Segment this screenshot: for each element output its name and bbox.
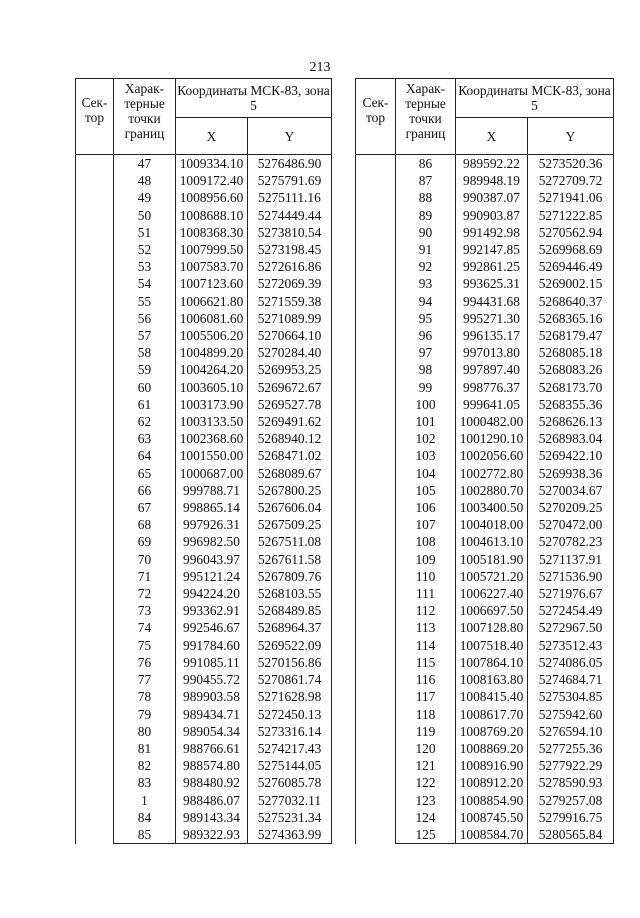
x-cell: 1008617.70	[456, 706, 528, 723]
y-cell: 5275791.69	[248, 172, 332, 189]
x-cell: 1007128.80	[456, 619, 528, 636]
table-row	[76, 551, 332, 568]
point-cell: 113	[396, 619, 456, 636]
x-cell: 990387.07	[456, 189, 528, 206]
x-cell: 1009334.10	[176, 155, 248, 173]
y-cell: 5273316.14	[248, 723, 332, 740]
y-cell: 5271137.91	[528, 551, 614, 568]
x-cell: 1006621.80	[176, 293, 248, 310]
y-cell: 5268085.18	[528, 344, 614, 361]
point-cell: 106	[396, 499, 456, 516]
table-row	[76, 671, 332, 688]
x-cell: 999788.71	[176, 482, 248, 499]
point-cell: 116	[396, 671, 456, 688]
x-cell: 996135.17	[456, 327, 528, 344]
x-cell: 1006697.50	[456, 602, 528, 619]
point-cell: 108	[396, 533, 456, 550]
point-cell: 48	[114, 172, 176, 189]
y-cell: 5274217.43	[248, 740, 332, 757]
y-cell: 5276486.90	[248, 155, 332, 173]
x-cell: 999641.05	[456, 396, 528, 413]
header-points: Харак-терные точки границ	[114, 79, 176, 155]
y-cell: 5267800.25	[248, 482, 332, 499]
point-cell: 61	[114, 396, 176, 413]
point-cell: 94	[396, 293, 456, 310]
y-cell: 5267509.25	[248, 516, 332, 533]
point-cell: 86	[396, 155, 456, 173]
table-row	[76, 568, 332, 585]
point-cell: 125	[396, 826, 456, 844]
point-cell: 115	[396, 654, 456, 671]
point-cell: 121	[396, 757, 456, 774]
point-cell: 97	[396, 344, 456, 361]
table-row	[76, 155, 332, 173]
y-cell: 5268103.55	[248, 585, 332, 602]
table-row	[76, 430, 332, 447]
x-cell: 1008854.90	[456, 792, 528, 809]
point-cell: 83	[114, 774, 176, 791]
point-cell: 75	[114, 637, 176, 654]
x-cell: 988480.92	[176, 774, 248, 791]
point-cell: 111	[396, 585, 456, 602]
y-cell: 5271536.90	[528, 568, 614, 585]
y-cell: 5278590.93	[528, 774, 614, 791]
table-row	[76, 224, 332, 241]
y-cell: 5274086.05	[528, 654, 614, 671]
y-cell: 5269968.69	[528, 241, 614, 258]
y-cell: 5270284.40	[248, 344, 332, 361]
table-row	[76, 189, 332, 206]
point-cell: 49	[114, 189, 176, 206]
point-cell: 96	[396, 327, 456, 344]
table-row	[76, 310, 332, 327]
point-cell: 73	[114, 602, 176, 619]
table-row	[76, 258, 332, 275]
y-cell: 5275304.85	[528, 688, 614, 705]
point-cell: 72	[114, 585, 176, 602]
y-cell: 5268365.16	[528, 310, 614, 327]
table-row	[76, 379, 332, 396]
y-cell: 5274449.44	[248, 207, 332, 224]
x-cell: 992147.85	[456, 241, 528, 258]
sector-cell	[356, 155, 396, 844]
point-cell: 89	[396, 207, 456, 224]
point-cell: 52	[114, 241, 176, 258]
x-cell: 1004264.20	[176, 361, 248, 378]
x-cell: 1007518.40	[456, 637, 528, 654]
table-row	[76, 413, 332, 430]
table-row	[76, 482, 332, 499]
x-cell: 989903.58	[176, 688, 248, 705]
table-row	[76, 172, 332, 189]
x-cell: 1003133.50	[176, 413, 248, 430]
y-cell: 5271941.06	[528, 189, 614, 206]
x-cell: 1005506.20	[176, 327, 248, 344]
table-row	[76, 688, 332, 705]
point-cell: 124	[396, 809, 456, 826]
y-cell: 5269446.49	[528, 258, 614, 275]
table-row	[76, 275, 332, 292]
x-cell: 997926.31	[176, 516, 248, 533]
table-row	[76, 207, 332, 224]
y-cell: 5276594.10	[528, 723, 614, 740]
point-cell: 81	[114, 740, 176, 757]
y-cell: 5280565.84	[528, 826, 614, 844]
x-cell: 1008415.40	[456, 688, 528, 705]
point-cell: 93	[396, 275, 456, 292]
x-cell: 1008769.20	[456, 723, 528, 740]
y-cell: 5270562.94	[528, 224, 614, 241]
point-cell: 102	[396, 430, 456, 447]
y-cell: 5270209.25	[528, 499, 614, 516]
x-cell: 989592.22	[456, 155, 528, 173]
point-cell: 92	[396, 258, 456, 275]
x-cell: 1004613.10	[456, 533, 528, 550]
y-cell: 5270034.67	[528, 482, 614, 499]
point-cell: 63	[114, 430, 176, 447]
header-x: X	[176, 118, 248, 155]
point-cell: 88	[396, 189, 456, 206]
table-row	[76, 516, 332, 533]
x-cell: 1008745.50	[456, 809, 528, 826]
x-cell: 993625.31	[456, 275, 528, 292]
table-row	[76, 241, 332, 258]
x-cell: 992546.67	[176, 619, 248, 636]
point-cell: 1	[114, 792, 176, 809]
point-cell: 87	[396, 172, 456, 189]
point-cell: 99	[396, 379, 456, 396]
header-sector: Сек-тор	[356, 79, 396, 155]
x-cell: 989054.34	[176, 723, 248, 740]
point-cell: 109	[396, 551, 456, 568]
x-cell: 1007999.50	[176, 241, 248, 258]
table-row	[76, 465, 332, 482]
x-cell: 989143.34	[176, 809, 248, 826]
point-cell: 120	[396, 740, 456, 757]
x-cell: 1002880.70	[456, 482, 528, 499]
y-cell: 5272967.50	[528, 619, 614, 636]
table-row	[76, 327, 332, 344]
point-cell: 78	[114, 688, 176, 705]
x-cell: 1003173.90	[176, 396, 248, 413]
x-cell: 1008912.20	[456, 774, 528, 791]
table-row	[76, 706, 332, 723]
y-cell: 5267611.58	[248, 551, 332, 568]
x-cell: 1006081.60	[176, 310, 248, 327]
x-cell: 989434.71	[176, 706, 248, 723]
y-cell: 5272069.39	[248, 275, 332, 292]
y-cell: 5268940.12	[248, 430, 332, 447]
x-cell: 1007123.60	[176, 275, 248, 292]
y-cell: 5279257.08	[528, 792, 614, 809]
x-cell: 1002368.60	[176, 430, 248, 447]
y-cell: 5271222.85	[528, 207, 614, 224]
x-cell: 1007864.10	[456, 654, 528, 671]
point-cell: 59	[114, 361, 176, 378]
y-cell: 5269527.78	[248, 396, 332, 413]
x-cell: 998776.37	[456, 379, 528, 396]
y-cell: 5275231.34	[248, 809, 332, 826]
table-row	[76, 757, 332, 774]
point-cell: 114	[396, 637, 456, 654]
point-cell: 71	[114, 568, 176, 585]
y-cell: 5268089.67	[248, 465, 332, 482]
y-cell: 5270782.23	[528, 533, 614, 550]
y-cell: 5272616.86	[248, 258, 332, 275]
y-cell: 5273810.54	[248, 224, 332, 241]
page-number: 213	[309, 60, 331, 75]
y-cell: 5269002.15	[528, 275, 614, 292]
x-cell: 988766.61	[176, 740, 248, 757]
table-row	[76, 396, 332, 413]
y-cell: 5275111.16	[248, 189, 332, 206]
point-cell: 53	[114, 258, 176, 275]
point-cell: 51	[114, 224, 176, 241]
y-cell: 5273512.43	[528, 637, 614, 654]
y-cell: 5268471.02	[248, 447, 332, 464]
table-row	[76, 602, 332, 619]
y-cell: 5268179.47	[528, 327, 614, 344]
y-cell: 5269491.62	[248, 413, 332, 430]
point-cell: 101	[396, 413, 456, 430]
point-cell: 80	[114, 723, 176, 740]
x-cell: 990903.87	[456, 207, 528, 224]
y-cell: 5269953.25	[248, 361, 332, 378]
table-row	[76, 637, 332, 654]
sector-cell	[76, 155, 114, 844]
table-row	[76, 585, 332, 602]
x-cell: 1008368.30	[176, 224, 248, 241]
y-cell: 5273520.36	[528, 155, 614, 173]
y-cell: 5271976.67	[528, 585, 614, 602]
y-cell: 5277255.36	[528, 740, 614, 757]
y-cell: 5267606.04	[248, 499, 332, 516]
y-cell: 5268355.36	[528, 396, 614, 413]
table-row	[76, 723, 332, 740]
x-cell: 991492.98	[456, 224, 528, 241]
y-cell: 5270861.74	[248, 671, 332, 688]
point-cell: 58	[114, 344, 176, 361]
point-cell: 68	[114, 516, 176, 533]
x-cell: 1003605.10	[176, 379, 248, 396]
y-cell: 5268983.04	[528, 430, 614, 447]
x-cell: 1004018.00	[456, 516, 528, 533]
y-cell: 5273198.45	[248, 241, 332, 258]
x-cell: 997897.40	[456, 361, 528, 378]
x-cell: 994224.20	[176, 585, 248, 602]
point-cell: 47	[114, 155, 176, 173]
y-cell: 5269522.09	[248, 637, 332, 654]
table-row	[76, 619, 332, 636]
table-row	[76, 809, 332, 826]
y-cell: 5275942.60	[528, 706, 614, 723]
y-cell: 5275144.05	[248, 757, 332, 774]
x-cell: 1000482.00	[456, 413, 528, 430]
x-cell: 1000687.00	[176, 465, 248, 482]
point-cell: 117	[396, 688, 456, 705]
y-cell: 5274363.99	[248, 826, 332, 844]
point-cell: 85	[114, 826, 176, 844]
table-row	[76, 774, 332, 791]
header-y: Y	[248, 118, 332, 155]
y-cell: 5271628.98	[248, 688, 332, 705]
point-cell: 107	[396, 516, 456, 533]
x-cell: 1006227.40	[456, 585, 528, 602]
header-coordinates: Координаты МСК-83, зона 5	[456, 79, 614, 118]
coordinates-table-left	[75, 78, 332, 844]
point-cell: 69	[114, 533, 176, 550]
point-cell: 103	[396, 447, 456, 464]
table-row	[76, 654, 332, 671]
x-cell: 995121.24	[176, 568, 248, 585]
point-cell: 123	[396, 792, 456, 809]
table-body-left	[76, 155, 332, 844]
point-cell: 56	[114, 310, 176, 327]
y-cell: 5268083.26	[528, 361, 614, 378]
point-cell: 64	[114, 447, 176, 464]
point-cell: 76	[114, 654, 176, 671]
point-cell: 119	[396, 723, 456, 740]
y-cell: 5277032.11	[248, 792, 332, 809]
y-cell: 5272450.13	[248, 706, 332, 723]
point-cell: 90	[396, 224, 456, 241]
point-cell: 95	[396, 310, 456, 327]
x-cell: 991784.60	[176, 637, 248, 654]
y-cell: 5269672.67	[248, 379, 332, 396]
header-sector: Сек-тор	[76, 79, 114, 155]
y-cell: 5276085.78	[248, 774, 332, 791]
point-cell: 110	[396, 568, 456, 585]
y-cell: 5267809.76	[248, 568, 332, 585]
point-cell: 65	[114, 465, 176, 482]
x-cell: 1003400.50	[456, 499, 528, 516]
point-cell: 55	[114, 293, 176, 310]
y-cell: 5268964.37	[248, 619, 332, 636]
x-cell: 995271.30	[456, 310, 528, 327]
x-cell: 998865.14	[176, 499, 248, 516]
point-cell: 62	[114, 413, 176, 430]
y-cell: 5271089.99	[248, 310, 332, 327]
y-cell: 5270472.00	[528, 516, 614, 533]
point-cell: 100	[396, 396, 456, 413]
y-cell: 5270156.86	[248, 654, 332, 671]
point-cell: 104	[396, 465, 456, 482]
point-cell: 105	[396, 482, 456, 499]
x-cell: 1001290.10	[456, 430, 528, 447]
x-cell: 989948.19	[456, 172, 528, 189]
x-cell: 996043.97	[176, 551, 248, 568]
y-cell: 5268640.37	[528, 293, 614, 310]
x-cell: 1007583.70	[176, 258, 248, 275]
table-row	[76, 533, 332, 550]
y-cell: 5268626.13	[528, 413, 614, 430]
x-cell: 989322.93	[176, 826, 248, 844]
table-row	[76, 792, 332, 809]
x-cell: 1002772.80	[456, 465, 528, 482]
x-cell: 1008956.60	[176, 189, 248, 206]
point-cell: 50	[114, 207, 176, 224]
table-row	[76, 740, 332, 757]
x-cell: 1005181.90	[456, 551, 528, 568]
point-cell: 91	[396, 241, 456, 258]
x-cell: 992861.25	[456, 258, 528, 275]
x-cell: 988486.07	[176, 792, 248, 809]
x-cell: 993362.91	[176, 602, 248, 619]
y-cell: 5271559.38	[248, 293, 332, 310]
x-cell: 994431.68	[456, 293, 528, 310]
x-cell: 996982.50	[176, 533, 248, 550]
y-cell: 5268489.85	[248, 602, 332, 619]
y-cell: 5269422.10	[528, 447, 614, 464]
header-points: Харак-терные точки границ	[396, 79, 456, 155]
x-cell: 1008163.80	[456, 671, 528, 688]
point-cell: 77	[114, 671, 176, 688]
y-cell: 5274684.71	[528, 671, 614, 688]
point-cell: 70	[114, 551, 176, 568]
x-cell: 1004899.20	[176, 344, 248, 361]
x-cell: 1008869.20	[456, 740, 528, 757]
y-cell: 5272709.72	[528, 172, 614, 189]
table-row	[76, 499, 332, 516]
point-cell: 79	[114, 706, 176, 723]
x-cell: 1008916.90	[456, 757, 528, 774]
point-cell: 60	[114, 379, 176, 396]
x-cell: 1009172.40	[176, 172, 248, 189]
y-cell: 5279916.75	[528, 809, 614, 826]
point-cell: 74	[114, 619, 176, 636]
y-cell: 5277922.29	[528, 757, 614, 774]
table-row	[76, 293, 332, 310]
header-y: Y	[528, 118, 614, 155]
x-cell: 1002056.60	[456, 447, 528, 464]
y-cell: 5272454.49	[528, 602, 614, 619]
table-body-right	[356, 155, 614, 844]
x-cell: 991085.11	[176, 654, 248, 671]
x-cell: 988574.80	[176, 757, 248, 774]
point-cell: 66	[114, 482, 176, 499]
point-cell: 98	[396, 361, 456, 378]
x-cell: 1005721.20	[456, 568, 528, 585]
x-cell: 1001550.00	[176, 447, 248, 464]
point-cell: 82	[114, 757, 176, 774]
table-row	[76, 447, 332, 464]
y-cell: 5267511.08	[248, 533, 332, 550]
x-cell: 990455.72	[176, 671, 248, 688]
x-cell: 997013.80	[456, 344, 528, 361]
point-cell: 84	[114, 809, 176, 826]
table-row	[76, 361, 332, 378]
coordinates-table-right	[355, 78, 614, 844]
point-cell: 57	[114, 327, 176, 344]
x-cell: 1008584.70	[456, 826, 528, 844]
point-cell: 54	[114, 275, 176, 292]
table-row	[356, 155, 614, 173]
table-row	[76, 344, 332, 361]
header-x: X	[456, 118, 528, 155]
point-cell: 67	[114, 499, 176, 516]
header-coordinates: Координаты МСК-83, зона 5	[176, 79, 332, 118]
x-cell: 1008688.10	[176, 207, 248, 224]
point-cell: 122	[396, 774, 456, 791]
y-cell: 5270664.10	[248, 327, 332, 344]
y-cell: 5268173.70	[528, 379, 614, 396]
point-cell: 118	[396, 706, 456, 723]
table-row	[76, 826, 332, 844]
y-cell: 5269938.36	[528, 465, 614, 482]
point-cell: 112	[396, 602, 456, 619]
